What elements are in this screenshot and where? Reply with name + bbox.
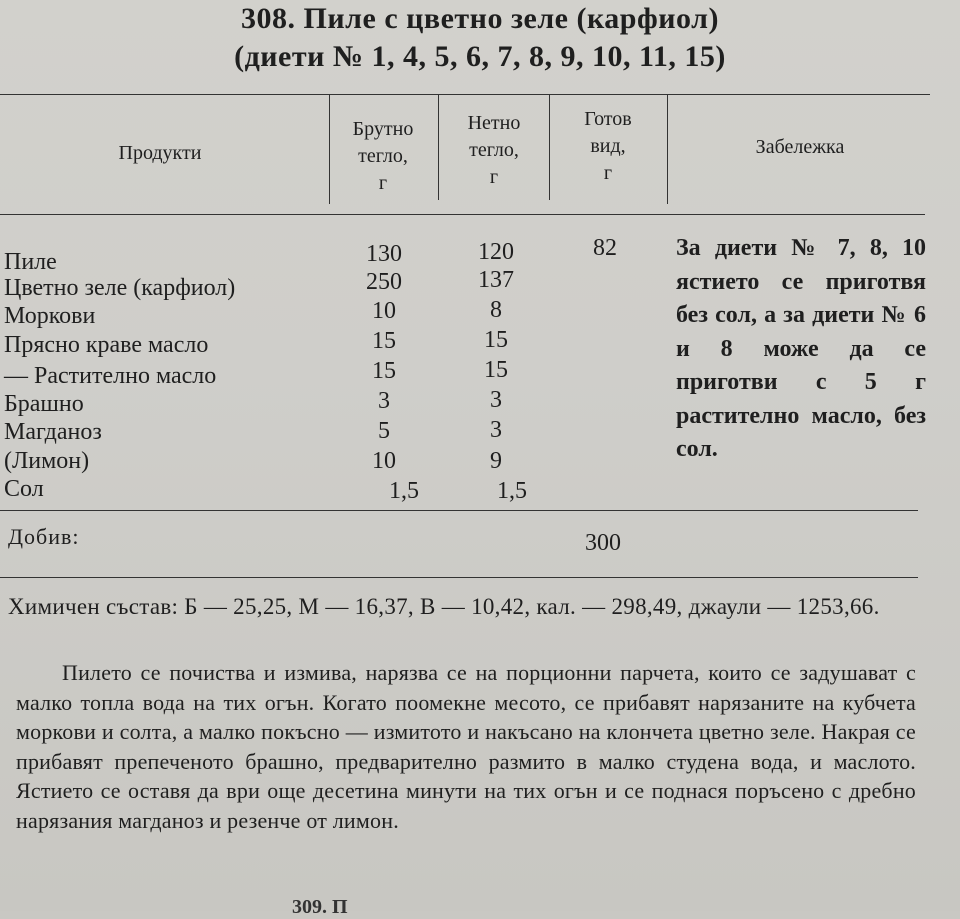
recipe-diets: (диети № 1, 4, 5, 6, 7, 8, 9, 10, 11, 15) [234,40,726,73]
net-weight: 1,5 [497,478,527,504]
yield-value: 300 [585,530,621,556]
chemical-composition: Химичен състав: Б — 25,25, М — 16,37, В — 10,42, кал. — 298,49, джаули — 1253,66. [8,594,880,619]
product-name: Моркови [4,303,96,329]
yield-label: Добив: [8,524,80,549]
gross-weight: 3 [378,388,390,414]
header-gross: Брутно тегло, г [352,118,414,194]
diet-note: За диети № 7, 8, 10 ястието се приготвя без сол, а за диети № 6 и 8 може да се приготви с 5 г растително масло, без сол. [676,235,926,462]
net-weight: 15 [484,357,508,383]
column-divider [549,94,550,200]
yield-bottom-rule [0,577,918,578]
product-name: Пиле [4,249,57,275]
product-name: Прясно краве масло [4,332,209,358]
product-name: (Лимон) [4,448,90,474]
gross-weight: 1,5 [389,478,419,504]
net-weight: 3 [490,387,502,413]
net-weight: 120 [478,239,514,265]
net-weight: 15 [484,327,508,353]
header-ready: Готов вид, г [584,108,632,184]
header-net: Нетно тегло, г [467,112,521,188]
net-weight: 8 [490,297,502,323]
header-products: Продукти [118,142,202,164]
preparation-instructions: Пилето се почиства и измива, нарязва се на порционни парчета, които се задушават с малко топла вода на тих огън. Когато поомекне месото, се прибавят нарязаните на кубчета моркови и солта, а малко покъсно — измитото и накъсано на клончета цветно зеле. Накрая се прибавят препеченото брашно, предварително размито в малко студена вода, и маслото. Ястието се оставя да ври още десетина минути на тих огън и се поднася поръсено с дребно нарязания магданоз и резенче от лимон. [16,660,916,833]
yield-top-rule [0,510,918,511]
net-weight: 137 [478,267,514,293]
gross-weight: 5 [378,418,390,444]
net-weight: 9 [490,448,502,474]
gross-weight: 10 [372,448,396,474]
column-divider [667,94,668,204]
header-note: Забележка [755,136,845,158]
ready-weight: 82 [593,235,617,261]
next-recipe-fragment: 309. П [292,896,348,918]
table-header-rule [0,214,925,215]
gross-weight: 10 [372,298,396,324]
product-name: Брашно [4,391,84,417]
column-divider [438,94,439,200]
net-weight: 3 [490,417,502,443]
column-divider [329,94,330,204]
product-name: Цветно зеле (карфиол) [4,275,236,301]
recipe-title: 308. Пиле с цветно зеле (карфиол) [241,2,719,35]
product-name: Магданоз [4,419,102,445]
gross-weight: 250 [366,269,402,295]
table-top-rule [0,94,930,95]
product-name: — Растително масло [4,363,217,389]
gross-weight: 130 [366,241,402,267]
gross-weight: 15 [372,358,396,384]
gross-weight: 15 [372,328,396,354]
product-name: Сол [4,476,44,502]
